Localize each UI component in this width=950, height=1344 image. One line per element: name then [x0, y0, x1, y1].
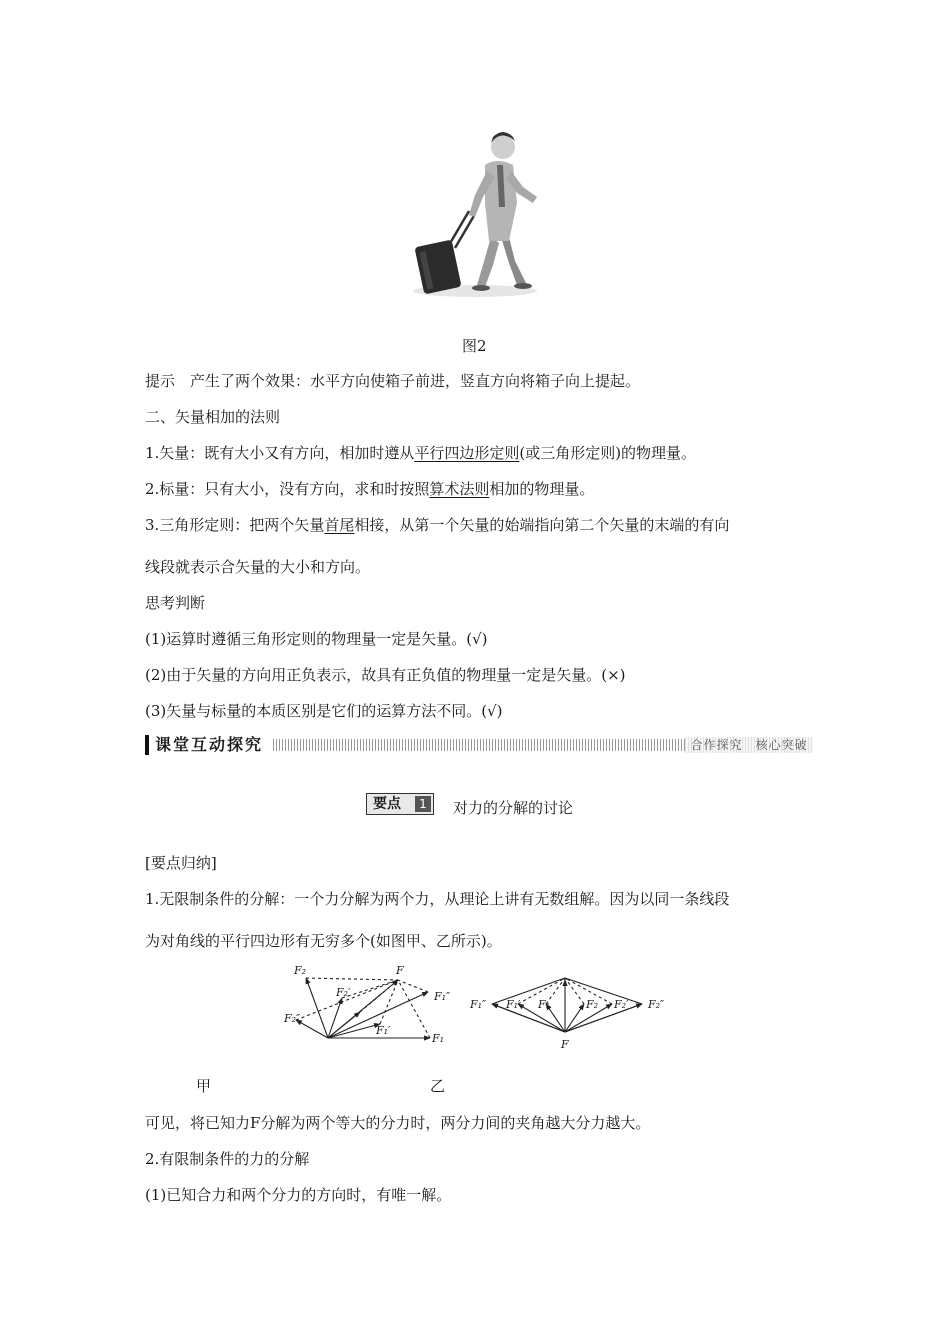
label-jia-F2p: F₂′	[336, 986, 351, 999]
definition-vector	[145, 442, 696, 464]
keypoint-badge	[366, 793, 434, 815]
label-jia-F: F	[396, 964, 404, 977]
definition-scalar-underline: 算术法则	[429, 480, 490, 498]
triangle-rule-text-a: 3.三角形定则：把两个矢量	[145, 516, 325, 534]
figure-2-caption: 图2	[462, 337, 487, 355]
diagram-yi-caption: 乙	[430, 1077, 446, 1095]
diagram-jia-caption: 甲	[196, 1077, 212, 1095]
think-judge-heading: 思考判断	[145, 594, 206, 612]
figure-2-photo	[405, 125, 545, 300]
definition-vector-text-a: 1.矢量：既有大小又有方向，相加时遵从	[145, 444, 415, 462]
definition-triangle-rule	[145, 514, 729, 536]
summary-point-2-1: (1)已知合力和两个分力的方向时，有唯一解。	[145, 1186, 452, 1204]
section-heading-vector-rules: 二、矢量相加的法则	[145, 408, 281, 426]
triangle-rule-text-b: 相接，从第一个矢量的始端指向第二个矢量的末端的有向	[354, 516, 730, 534]
summary-point-2: 2.有限制条件的力的分解	[145, 1150, 310, 1168]
definition-scalar	[145, 478, 594, 500]
section-banner	[145, 735, 813, 755]
definition-scalar-text-a: 2.标量：只有大小，没有方向，求和时按照	[145, 480, 430, 498]
keypoint-label: 要点	[373, 796, 401, 812]
definition-vector-underline: 平行四边形定则	[414, 444, 520, 462]
judgement-1: (1)运算时遵循三角形定则的物理量一定是矢量。(√)	[145, 630, 488, 648]
force-decomposition-diagrams	[270, 960, 690, 1060]
label-yi-F1p: F₁′	[506, 998, 521, 1011]
label-yi-F1: F₁	[538, 998, 551, 1011]
label-yi-F1pp: F₁″	[470, 998, 487, 1011]
conclusion: 可见，将已知力F分解为两个等大的分力时，两分力间的夹角越大分力越大。	[145, 1114, 651, 1132]
banner-stripe	[273, 739, 685, 751]
banner-tag: 合作探究 核心突破	[685, 737, 813, 753]
label-jia-F1pp: F₁″	[434, 990, 451, 1003]
label-jia-F2: F₂	[294, 964, 307, 977]
definition-scalar-text-b: 相加的物理量。	[489, 480, 595, 498]
judgement-2: (2)由于矢量的方向用正负表示，故具有正负值的物理量一定是矢量。(×)	[145, 666, 626, 684]
label-jia-F1: F₁	[432, 1032, 445, 1045]
hint-line: 提示 产生了两个效果：水平方向使箱子前进，竖直方向将箱子向上提起。	[145, 372, 641, 390]
summary-point-1-continued: 为对角线的平行四边形有无穷多个(如图甲、乙所示)。	[145, 932, 502, 950]
summary-point-1: 1.无限制条件的分解：一个力分解为两个力，从理论上讲有无数组解。因为以同一条线段	[145, 890, 730, 908]
diagram-jia	[296, 978, 430, 1038]
label-jia-F1p: F₁′	[376, 1024, 391, 1037]
keypoint-number: 1	[415, 796, 431, 812]
banner-title: 课堂互动探究	[145, 735, 271, 755]
triangle-rule-continued: 线段就表示合矢量的大小和方向。	[145, 558, 371, 576]
label-jia-F2pp: F₂″	[284, 1012, 301, 1025]
label-yi-F2: F₂	[586, 998, 599, 1011]
keypoint-title: 对力的分解的讨论	[453, 799, 574, 817]
summary-heading: [要点归纳]	[145, 854, 217, 872]
triangle-rule-underline: 首尾	[324, 516, 355, 534]
label-yi-F2pp: F₂″	[648, 998, 665, 1011]
definition-vector-text-b: (或三角形定则)的物理量。	[519, 444, 697, 462]
judgement-3: (3)矢量与标量的本质区别是它们的运算方法不同。(√)	[145, 702, 503, 720]
label-yi-F2p: F₂′	[614, 998, 629, 1011]
label-yi-F: F	[561, 1038, 569, 1051]
